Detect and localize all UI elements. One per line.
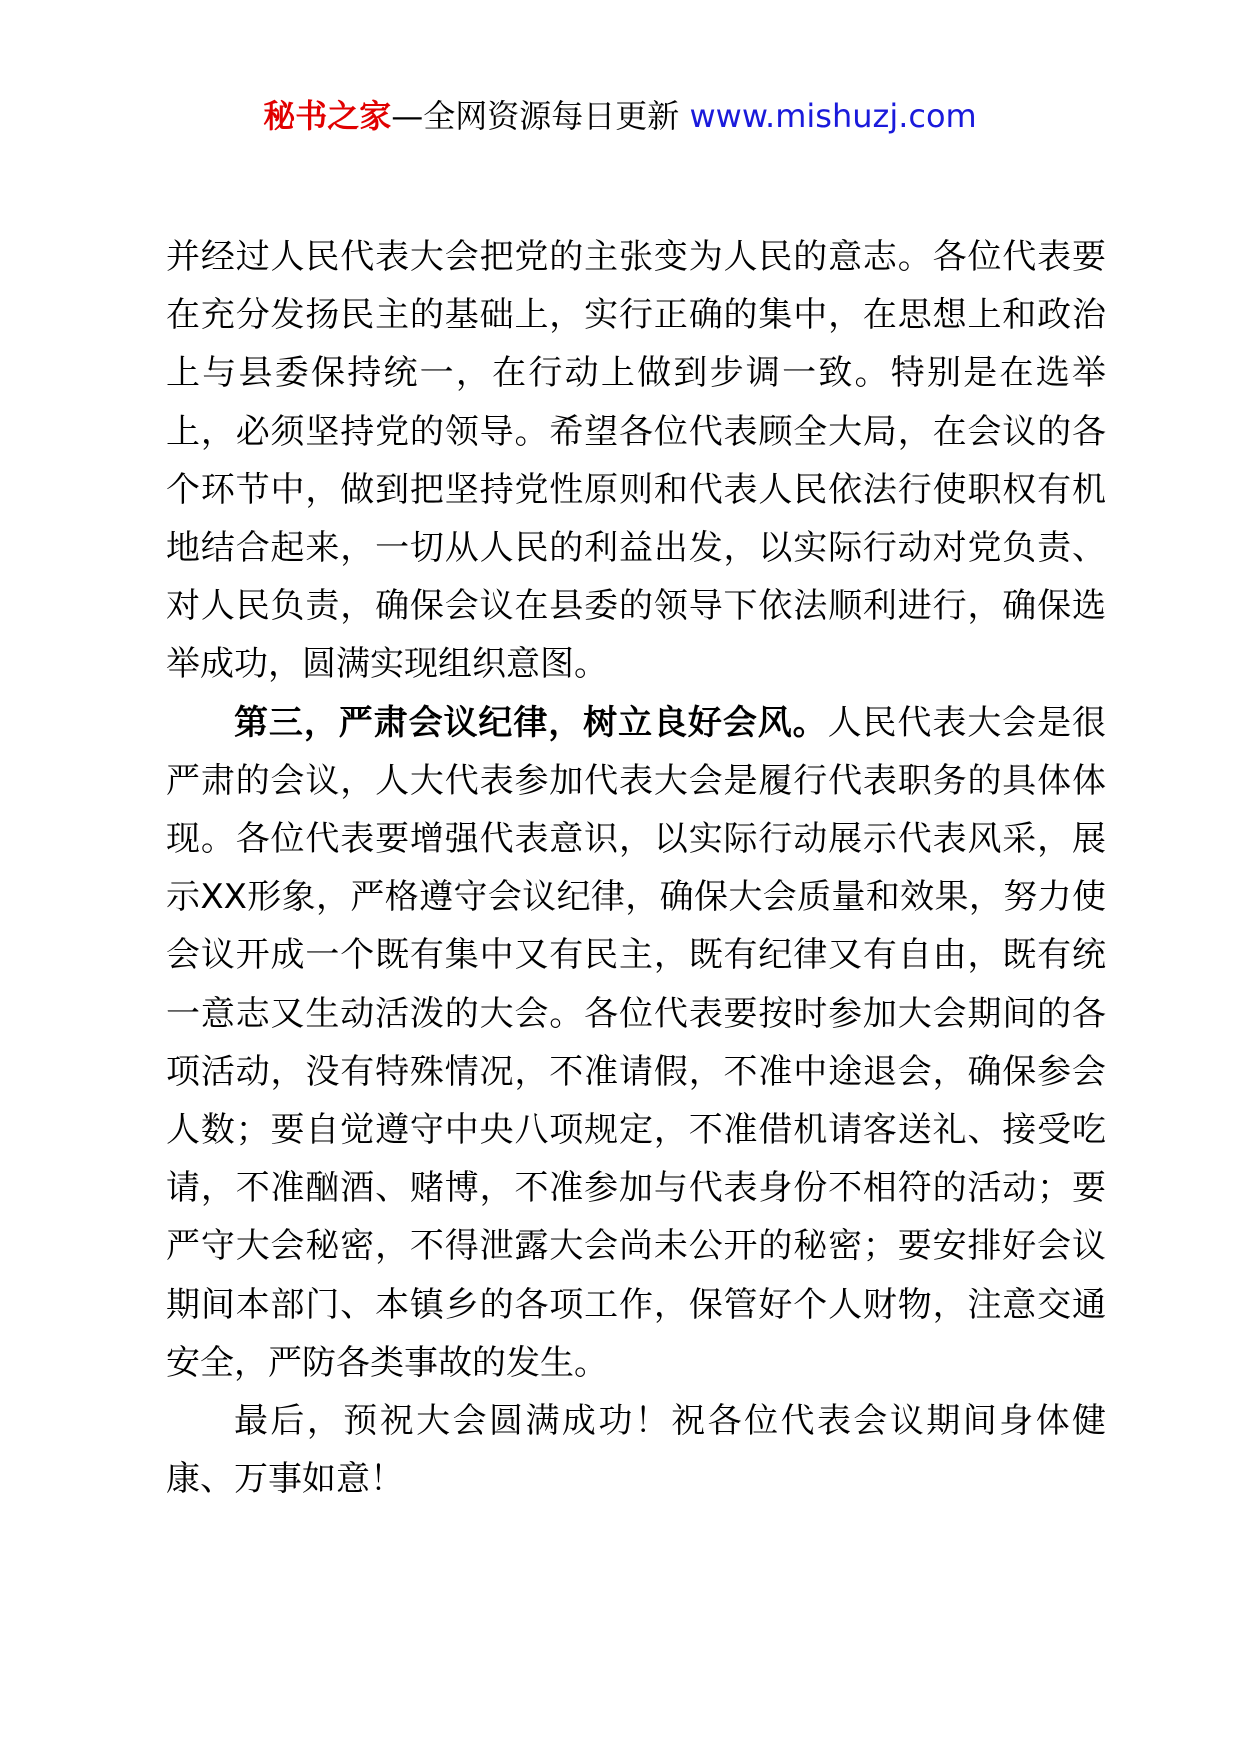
- paragraph-closing: [166, 1392, 1106, 1508]
- header-brand: 秘书之家: [263, 97, 392, 135]
- paragraph-third-point: [166, 694, 1106, 1392]
- paragraph-text: 最后，预祝大会圆满成功！祝各位代表会议期间身体健康、万事如意！: [166, 1401, 1106, 1500]
- header-tagline: —全网资源每日更新: [391, 97, 680, 135]
- paragraph-heading: 第三，严肃会议纪律，树立良好会风。: [234, 702, 828, 743]
- paragraph-text: 并经过人民代表大会把党的主张变为人民的意志。各位代表要在充分发扬民主的基础上，实行正确的集中，在思想上和政治上与县委保持统一，在行动上做到步调一致。特别是在选举上，必须坚持党的领导。希望各位代表顾全大局，在会议的各个环节中，做到把坚持党性原则和代表人民依法行使职权有机地结合起来，一切从人民的利益出发，以实际行动对党负责、对人民负责，确保会议在县委的领导下依法顺利进行，确保选举成功，圆满实现组织意图。: [166, 237, 1106, 685]
- page-header: [0, 96, 1240, 136]
- header-url-link[interactable]: www.mishuzj.com: [689, 97, 977, 135]
- paragraph-continuation: [166, 228, 1106, 694]
- paragraph-text: 人民代表大会是很严肃的会议，人大代表参加代表大会是履行代表职务的具体体现。各位代表要增强代表意识，以实际行动展示代表风采，展示XX形象，严格遵守会议纪律，确保大会质量和效果，努力使会议开成一个既有集中又有民主，既有纪律又有自由，既有统一意志又生动活泼的大会。各位代表要按时参加大会期间的各项活动，没有特殊情况，不准请假，不准中途退会，确保参会人数；要自觉遵守中央八项规定，不准借机请客送礼、接受吃请，不准酗酒、赌博，不准参加与代表身份不相符的活动；要严守大会秘密，不得泄露大会尚未公开的秘密；要安排好会议期间本部门、本镇乡的各项工作，保管好个人财物，注意交通安全，严防各类事故的发生。: [166, 702, 1107, 1383]
- document-body: [166, 228, 1106, 1508]
